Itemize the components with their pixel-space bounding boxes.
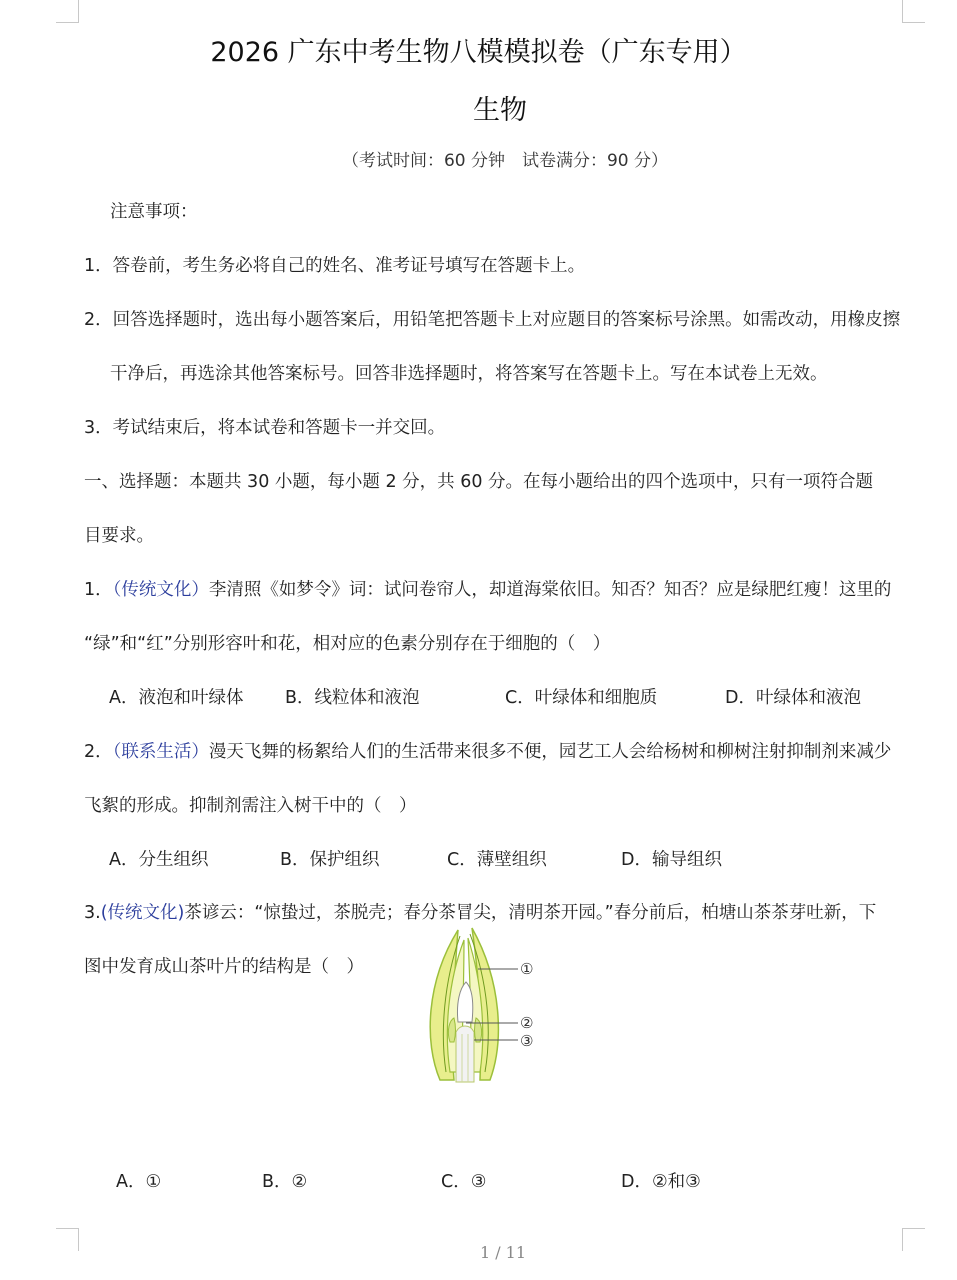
q1-option-a: A．液泡和叶绿体 bbox=[109, 688, 244, 708]
note-item-2-continued: 干净后，再选涂其他答案标号。回答非选择题时，将答案写在答题卡上。写在本试卷上无效。 bbox=[110, 364, 828, 384]
question-number: 1． bbox=[84, 580, 113, 600]
question-text: 李清照《如梦令》词：试问卷帘人，却道海棠依旧。知否？知否？应是绿肥红瘦！这里的 bbox=[208, 580, 892, 600]
section-heading: 一、选择题：本题共 30 小题，每小题 2 分，共 60 分。在每小题给出的四个选项中，只有一项符合题 bbox=[84, 472, 874, 492]
page-number: 1 / 11 bbox=[479, 1243, 527, 1262]
note-item-1: 1．答卷前，考生务必将自己的姓名、准考证号填写在答题卡上。 bbox=[84, 256, 586, 276]
crop-mark-top-right bbox=[902, 0, 925, 23]
question-tag: (传统文化) bbox=[100, 903, 185, 923]
bud-drawing bbox=[430, 928, 518, 1082]
q2-option-d: D．输导组织 bbox=[621, 850, 722, 870]
q3-option-c: C．③ bbox=[441, 1172, 487, 1192]
question-tag: （传统文化） bbox=[112, 580, 209, 600]
q1-option-c: C．叶绿体和细胞质 bbox=[505, 688, 658, 708]
q3-option-b: B．② bbox=[262, 1172, 308, 1192]
figure-label-2: ② bbox=[520, 1014, 534, 1032]
section-heading-continued: 目要求。 bbox=[84, 526, 154, 546]
figure-label-3: ③ bbox=[520, 1032, 534, 1050]
question-number: 2． bbox=[84, 742, 113, 762]
question-tag: （联系生活） bbox=[112, 742, 209, 762]
exam-info: （考试时间：60 分钟 试卷满分：90 分） bbox=[341, 151, 669, 171]
notes-heading: 注意事项： bbox=[110, 202, 198, 222]
question-number: 3. bbox=[84, 903, 101, 923]
exam-title: 2026 广东中考生物八模模拟卷（广东专用） bbox=[210, 37, 747, 68]
crop-mark-top-left bbox=[56, 0, 79, 23]
question-3-continued: 图中发育成山茶叶片的结构是（ ） bbox=[84, 957, 364, 977]
question-2-continued: 飞絮的形成。抑制剂需注入树干中的（ ） bbox=[84, 796, 417, 816]
q3-option-a: A．① bbox=[116, 1172, 162, 1192]
question-1-continued: “绿”和“红”分别形容叶和花，相对应的色素分别存在于细胞的（ ） bbox=[84, 634, 611, 654]
q1-option-d: D．叶绿体和液泡 bbox=[725, 688, 861, 708]
note-item-2: 2．回答选择题时，选出每小题答案后，用铅笔把答题卡上对应题目的答案标号涂黑。如需改动，用橡皮擦 bbox=[84, 310, 901, 330]
q1-option-b: B．线粒体和液泡 bbox=[285, 688, 420, 708]
question-text: 茶谚云：“惊蛰过，茶脱壳；春分茶冒尖，清明茶开园。”春分前后，柏塘山茶茶芽吐新，下 bbox=[184, 903, 877, 923]
question-text: 漫天飞舞的杨絮给人们的生活带来很多不便，园艺工人会给杨树和柳树注射抑制剂来减少 bbox=[208, 742, 892, 762]
q2-option-b: B．保护组织 bbox=[280, 850, 380, 870]
q2-option-c: C．薄壁组织 bbox=[447, 850, 547, 870]
question-1 bbox=[84, 578, 891, 602]
bud-structure-figure bbox=[410, 922, 550, 1084]
q2-option-a: A．分生组织 bbox=[109, 850, 209, 870]
question-2 bbox=[84, 740, 891, 764]
figure-label-1: ① bbox=[520, 960, 534, 978]
exam-subject: 生物 bbox=[473, 95, 527, 126]
note-item-3: 3．考试结束后，将本试卷和答题卡一并交回。 bbox=[84, 418, 446, 438]
q3-option-d: D．②和③ bbox=[621, 1172, 701, 1192]
